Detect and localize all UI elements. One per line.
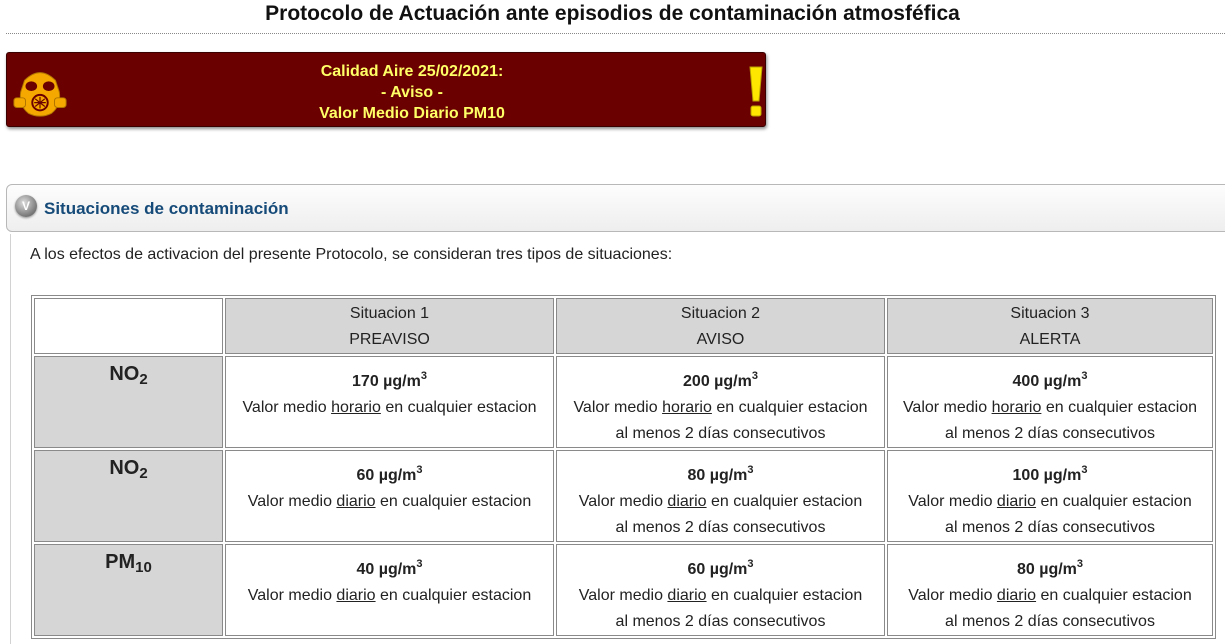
column-header-situacion-3 — [887, 298, 1213, 354]
section-header-situaciones[interactable] — [6, 184, 1225, 232]
threshold-cell — [887, 544, 1213, 636]
air-quality-alert-banner — [6, 52, 766, 127]
threshold-duration: al menos 2 días consecutivos — [615, 425, 826, 442]
table-row — [34, 450, 1213, 542]
page-title: Protocolo de Actuación ante episodios de contaminación atmosféfica — [265, 2, 960, 25]
threshold-value: 100 $\mu g/m^3$ — [1012, 464, 1088, 484]
column-header-title: Situacion 1 — [349, 305, 430, 322]
threshold-cell — [887, 450, 1213, 542]
table-header-row — [34, 298, 1213, 354]
threshold-cell — [225, 450, 554, 542]
table-row — [34, 544, 1213, 636]
column-header-situacion-2 — [556, 298, 885, 354]
threshold-cell — [225, 544, 554, 636]
pollutant-label: $NO_2$ — [34, 450, 223, 542]
threshold-description: Valor medio diario en cualquier estacion — [908, 493, 1192, 510]
threshold-value: 80 $\mu g/m^3$ — [687, 464, 754, 484]
threshold-value: 60 $\mu g/m^3$ — [356, 464, 423, 484]
threshold-value: 170 $\mu g/m^3$ — [352, 370, 427, 390]
threshold-description: Valor medio horario en cualquier estacion — [242, 399, 537, 416]
threshold-description: Valor medio horario en cualquier estacion — [573, 399, 868, 416]
threshold-description: Valor medio diario en cualquier estacion — [247, 587, 532, 604]
column-header-title: Situacion 2 — [680, 305, 761, 322]
threshold-cell — [556, 544, 885, 636]
column-header-level: AVISO — [696, 331, 745, 348]
threshold-cell — [225, 356, 554, 448]
threshold-value: 80 $\mu g/m^3$ — [1016, 558, 1084, 578]
alert-message — [202, 61, 622, 124]
alert-date-line: Calidad Aire 25/02/2021: — [320, 63, 504, 80]
threshold-cell — [556, 450, 885, 542]
section-title[interactable]: Situaciones de contaminación — [44, 199, 289, 218]
threshold-description: Valor medio diario en cualquier estacion — [908, 587, 1192, 604]
table-row — [34, 356, 1213, 448]
threshold-duration: al menos 2 días consecutivos — [615, 613, 826, 630]
threshold-description: Valor medio diario en cualquier estacion — [578, 587, 863, 604]
alert-metric-line: Valor Medio Diario PM10 — [319, 105, 505, 122]
threshold-value: 200 $\mu g/m^3$ — [683, 370, 758, 390]
table-corner-cell — [34, 298, 223, 354]
threshold-description: Valor medio diario en cualquier estacion — [578, 493, 863, 510]
threshold-value: 400 $\mu g/m^3$ — [1012, 370, 1088, 390]
pollution-thresholds-table — [31, 295, 1216, 639]
pollutant-label: $NO_2$ — [34, 356, 223, 448]
column-header-situacion-1 — [225, 298, 554, 354]
section-body — [10, 234, 1225, 644]
threshold-description: Valor medio horario en cualquier estacion — [902, 399, 1198, 416]
alert-level-line: - Aviso - — [381, 84, 443, 101]
threshold-value: 40 $\mu g/m^3$ — [356, 558, 423, 578]
exclamation-icon — [745, 65, 767, 119]
column-header-level: PREAVISO — [349, 331, 430, 348]
pollutant-label: $PM_{10}$ — [34, 544, 223, 636]
threshold-cell — [556, 356, 885, 448]
column-header-title: Situacion 3 — [1010, 305, 1090, 322]
threshold-description: Valor medio diario en cualquier estacion — [247, 493, 532, 510]
threshold-duration: al menos 2 días consecutivos — [945, 425, 1155, 442]
threshold-duration: al menos 2 días consecutivos — [945, 613, 1155, 630]
threshold-duration: al menos 2 días consecutivos — [945, 519, 1155, 536]
intro-text: A los efectos de activacion del presente Protocolo, se consideran tres tipos de situaciones: — [30, 246, 673, 263]
chevron-toggle-icon[interactable]: V — [15, 195, 37, 217]
gas-mask-icon — [11, 63, 69, 121]
threshold-cell — [887, 356, 1213, 448]
threshold-duration: al menos 2 días consecutivos — [615, 519, 826, 536]
threshold-value: 60 $\mu g/m^3$ — [687, 558, 754, 578]
title-divider — [6, 33, 1225, 34]
column-header-level: ALERTA — [1019, 331, 1081, 348]
